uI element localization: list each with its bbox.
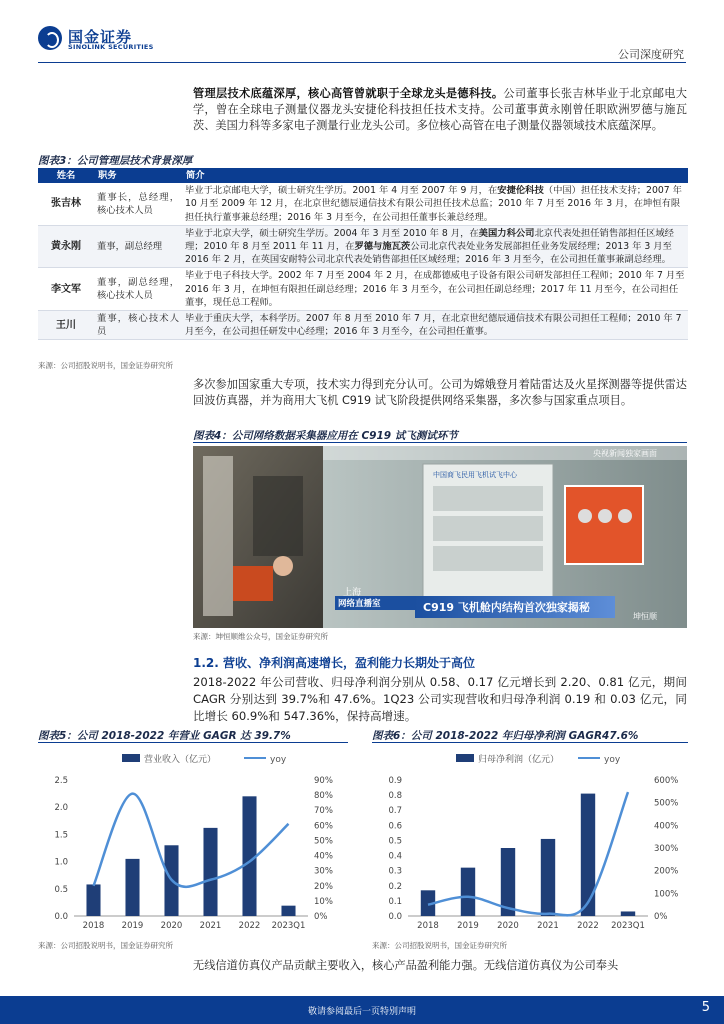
y2-tick-label: 300% xyxy=(654,844,679,854)
fig4-rule xyxy=(193,442,687,443)
legend-bar-swatch xyxy=(456,754,474,762)
section-title: 1.2. 营收、净利润高速增长，盈利能力长期处于高位 xyxy=(193,656,475,670)
y2-tick-label: 0% xyxy=(654,912,668,922)
bio-highlight: 安捷伦科技 xyxy=(497,185,544,197)
management-table xyxy=(38,168,688,340)
x-tick-label: 2022 xyxy=(238,921,261,931)
x-tick-label: 2020 xyxy=(160,921,183,931)
yoy-line xyxy=(428,792,628,915)
bar-2019 xyxy=(125,859,139,916)
fig6-title: 图表6：公司 2018-2022 年归母净利润 GAGR47.6% xyxy=(372,730,639,742)
y2-tick-label: 50% xyxy=(314,836,333,847)
net-profit-chart xyxy=(372,748,688,934)
fig6-source: 来源：公司招股说明书，国金证券研究所 xyxy=(372,941,507,950)
fig5-rule xyxy=(38,742,348,743)
y2-tick-label: 40% xyxy=(314,851,333,862)
table-row xyxy=(38,183,688,225)
report-type: 公司深度研究 xyxy=(618,48,684,61)
photo-watermark: 坤恒顺 xyxy=(633,612,657,621)
y-tick-label: 0.1 xyxy=(388,896,402,907)
x-tick-label: 2021 xyxy=(537,921,559,931)
fig6-rule xyxy=(372,742,688,743)
photo-banner: C919 飞机舱内结构首次独家揭秘 xyxy=(423,601,590,614)
intro-text: 公司董事长张吉林毕业于北京邮电大学，曾在全球电子测量仪器龙头安捷伦科技担任技术支持。公司董事黄永刚曾任职欧洲罗德与施瓦茨、美国力科等多家电子测量行业龙头公司。多位核心高管在电子测量仪器领域技术底蕴深厚。 xyxy=(193,87,687,132)
c919-test-photo xyxy=(193,446,687,628)
bio-highlight: 罗德与施瓦茨 xyxy=(354,241,411,253)
row-role: 董事，核心技术人员 xyxy=(94,311,182,340)
revenue-chart xyxy=(38,748,348,934)
photo-sign: 中国商飞民用飞机试飞中心 xyxy=(433,471,517,479)
y-tick-label: 0.6 xyxy=(388,821,402,832)
y-tick-label: 2.0 xyxy=(54,803,68,814)
y-tick-label: 0.3 xyxy=(388,866,402,877)
row-bio xyxy=(182,225,688,268)
legend-line-label: yoy xyxy=(604,755,621,765)
intro-paragraph xyxy=(193,86,687,134)
row-name: 张吉林 xyxy=(38,183,94,225)
row-role: 董事长，总经理，核心技术人员 xyxy=(94,183,182,225)
table-row xyxy=(38,268,688,311)
sinolink-logo-icon xyxy=(38,26,62,50)
x-tick-label: 2020 xyxy=(497,921,519,931)
y-tick-label: 1.0 xyxy=(54,857,68,868)
x-tick-label: 2019 xyxy=(121,921,144,931)
section-paragraph: 2018-2022 年公司营收、归母净利润分别从 0.58、0.17 亿元增长到 2.20、0.81 亿元，期间 CAGR 分别达到 39.7%和 47.6%。1Q23 公司实现营收和归母净利润 0.19 和 0.03 亿元，同比增长 60.9%和 547.36%，保持高增速。 xyxy=(193,675,687,723)
header-divider xyxy=(38,62,686,63)
table-row xyxy=(38,225,688,268)
y-tick-label: 0.5 xyxy=(54,884,68,895)
row-bio: 毕业于电子科技大学。2002 年 7 月至 2004 年 2 月，在成都德威电子设备有限公司研发部担任工程师；2010 年 7 月至 2016 年 3 月，在坤恒有限担任副总经理；2016 年 3 月至今，在公司担任副总经理；2017 年 11 月至今，在公司担任董事，现任总工程师。 xyxy=(182,268,688,311)
row-bio xyxy=(182,183,688,225)
y2-tick-label: 60% xyxy=(314,821,333,832)
bio-text: 毕业于北京大学，硕士研究生学历。2004 年 3 月至 2010 年 8 月，在 xyxy=(185,227,479,239)
bio-text: 北京代表处担任销售部担任区域经理；2010 年 8 月至 2011 年 11 月，在 xyxy=(185,227,674,253)
row-name: 李文军 xyxy=(38,268,94,311)
bio-highlight: 美国力科公司 xyxy=(478,227,535,239)
legend-bar-label: 归母净利润（亿元） xyxy=(478,755,560,765)
fig5-source: 来源：公司招股说明书，国金证券研究所 xyxy=(38,941,173,950)
fig5-title: 图表5：公司 2018-2022 年营业 GAGR 达 39.7% xyxy=(38,730,291,742)
y2-tick-label: 30% xyxy=(314,866,333,877)
bar-2021 xyxy=(203,828,217,916)
x-tick-label: 2019 xyxy=(457,921,479,931)
photo-tag: 网络直播室 xyxy=(338,599,381,609)
x-tick-label: 2021 xyxy=(199,921,222,931)
x-tick-label: 2023Q1 xyxy=(611,921,645,931)
brand-name-cn: 国金证券 xyxy=(68,28,133,46)
y-tick-label: 2.5 xyxy=(54,776,68,786)
row-bio: 毕业于重庆大学，本科学历。2007 年 8 月至 2010 年 7 月，在北京世纪德辰通信技术有限公司担任工程师；2010 年 7 月至今，在公司担任研发中心经理；2016 年 3 月至今，在公司担任董事。 xyxy=(182,311,688,340)
y-tick-label: 0.7 xyxy=(388,806,402,817)
y-tick-label: 0.0 xyxy=(388,912,402,922)
paragraph-national-projects: 多次参加国家重大专项，技术实力得到充分认可。公司为嫦娥登月着陆雷达及火星探测器等提供雷达回波仿真器，并为商用大飞机 C919 试飞阶段提供网络采集器，多次参与国家重点项目。 xyxy=(193,378,687,407)
y2-tick-label: 200% xyxy=(654,866,679,877)
bar-2022 xyxy=(581,794,595,916)
y2-tick-label: 90% xyxy=(314,776,333,786)
bar-2023Q1 xyxy=(281,906,295,916)
footer-disclaimer: 敬请参阅最后一页特别声明 xyxy=(307,1007,416,1017)
y2-tick-label: 100% xyxy=(654,889,679,900)
bar-2018 xyxy=(86,884,100,916)
photo-top-right: 央视新闻独家画面 xyxy=(593,449,657,458)
table-row xyxy=(38,311,688,340)
col-bio: 简介 xyxy=(182,168,688,183)
y2-tick-label: 70% xyxy=(314,806,333,817)
yoy-line xyxy=(94,794,289,887)
intro-bold: 管理层技术底蕴深厚，核心高管曾就职于全球龙头是德科技。 xyxy=(193,87,504,100)
y2-tick-label: 0% xyxy=(314,912,328,922)
row-name: 黄永刚 xyxy=(38,225,94,268)
y2-tick-label: 600% xyxy=(654,776,679,786)
legend-line-label: yoy xyxy=(270,755,287,765)
y-tick-label: 1.5 xyxy=(54,830,68,841)
row-role: 董事，副总经理，核心技术人员 xyxy=(94,268,182,311)
table-header-row xyxy=(38,168,688,183)
x-tick-label: 2018 xyxy=(417,921,439,931)
y-tick-label: 0.5 xyxy=(388,836,402,847)
legend-bar-label: 营业收入（亿元） xyxy=(144,755,217,765)
fig3-source: 来源：公司招股说明书，国金证券研究所 xyxy=(38,361,173,370)
fig4-source: 来源：坤恒顺维公众号，国金证券研究所 xyxy=(193,632,328,641)
closing-paragraph: 无线信道仿真仪产品贡献主要收入，核心产品盈利能力强。无线信道仿真仪为公司奉头 xyxy=(193,959,619,972)
page-number: 5 xyxy=(701,1000,710,1015)
y-tick-label: 0.8 xyxy=(388,791,402,802)
bio-text: （中国）担任技术支持；2007 年 10 月至 2009 年 12 月，在北京世纪德辰通信技术有限公司担任技术总监；2010 年 7 月至 2016 年 3 月，在坤恒有限担任执行董事兼总经理；2016 年 3 月至今，在公司担任董事长兼总经理。 xyxy=(185,185,682,223)
fig4-title: 图表4：公司网络数据采集器应用在 C919 试飞测试环节 xyxy=(193,430,458,442)
legend-bar-swatch xyxy=(122,754,140,762)
col-name: 姓名 xyxy=(38,168,94,183)
y2-tick-label: 20% xyxy=(314,881,333,892)
fig3-title: 图表3：公司管理层技术背景深厚 xyxy=(38,155,193,167)
col-role: 职务 xyxy=(94,168,182,183)
brand-name-en: SINOLINK SECURITIES xyxy=(68,43,154,51)
y-tick-label: 0.4 xyxy=(388,851,402,862)
y-tick-label: 0.9 xyxy=(388,776,402,786)
y2-tick-label: 10% xyxy=(314,896,333,907)
y2-tick-label: 80% xyxy=(314,791,333,802)
photo-location: 上海 xyxy=(343,588,362,598)
row-name: 王川 xyxy=(38,311,94,340)
bar-2021 xyxy=(541,839,555,916)
y2-tick-label: 400% xyxy=(654,821,679,832)
x-tick-label: 2023Q1 xyxy=(271,921,306,931)
x-tick-label: 2022 xyxy=(577,921,599,931)
y-tick-label: 0.0 xyxy=(54,912,68,922)
row-role: 董事，副总经理 xyxy=(94,225,182,268)
bar-2023Q1 xyxy=(621,911,635,916)
x-tick-label: 2018 xyxy=(82,921,105,931)
bio-text: 公司北京代表处业务发展部担任业务发展经理；2013 年 3 月至 2016 年 2 月，在英国安耐特公司北京代表处销售部担任区域经理；2016 年 3 月至今，在公司担任董事兼副总经理。 xyxy=(185,241,672,266)
bio-text: 毕业于北京邮电大学，硕士研究生学历。2001 年 4 月至 2007 年 9 月，在 xyxy=(185,185,498,197)
y-tick-label: 0.2 xyxy=(388,881,402,892)
y2-tick-label: 500% xyxy=(654,798,679,809)
bar-2019 xyxy=(461,868,475,916)
